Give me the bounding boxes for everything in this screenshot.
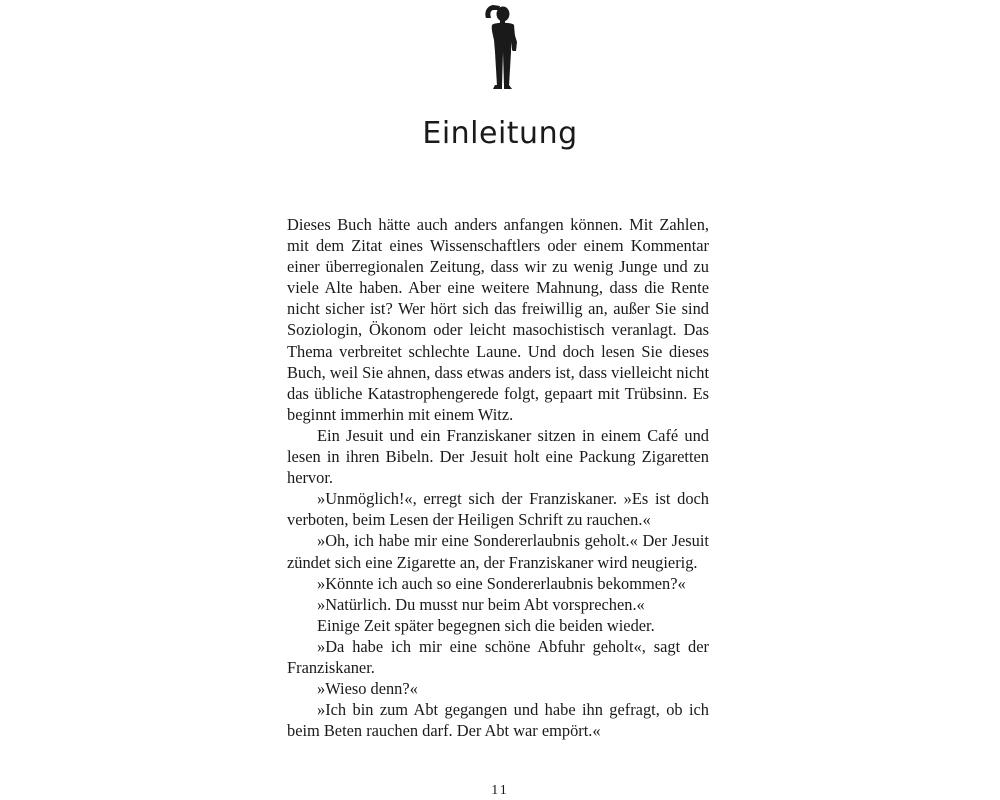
paragraph-dialogue: »Da habe ich mir eine schöne Abfuhr geholt«, sagt der Franziskaner. <box>287 636 709 677</box>
paragraph-dialogue: »Wieso denn?« <box>317 679 418 699</box>
paragraph-dialogue: »Unmöglich!«, erregt sich der Franziskaner. »Es ist doch verboten, beim Lesen der Heiligen Schrift zu rauchen.« <box>287 489 709 530</box>
body-text <box>287 214 709 741</box>
person-silhouette-icon <box>478 2 522 90</box>
paragraph-dialogue: »Oh, ich habe mir eine Sondererlaubnis geholt.« Der Jesuit zündet sich eine Zigarette an, der Franziskaner wird neugierig. <box>287 531 709 572</box>
paragraph-dialogue: »Könnte ich auch so eine Sondererlaubnis bekommen?« <box>317 573 686 593</box>
paragraph-joke-start: Ein Jesuit und ein Franziskaner sitzen in einem Café und lesen in ihren Bibeln. Der Jesuit holt eine Packung Zigaretten hervor. <box>287 425 709 488</box>
paragraph-dialogue: »Ich bin zum Abt gegangen und habe ihn gefragt, ob ich beim Beten rauchen darf. Der Abt war empört.« <box>287 700 709 741</box>
paragraph-narration: Einige Zeit später begegnen sich die beiden wieder. <box>317 615 655 635</box>
paragraph-intro: Dieses Buch hätte auch anders anfangen können. Mit Zahlen, mit dem Zitat eines Wissenschaftlers oder einem Kommentar einer überregionalen Zeitung, dass wir zu wenig Junge und zu viele Alte haben. Aber eine weitere Mahnung, dass die Rente nicht sicher ist? Wer hört sich das freiwillig an, außer Sie sind Soziologin, Ökonom oder leicht masochistisch veranlagt. Das Thema verbreitet schlechte Laune. Und doch lesen Sie dieses Buch, weil Sie ahnen, dass etwas anders ist, dass vielleicht nicht das übliche Katastrophengerede folgt, gepaart mit Trübsinn. Es beginnt immerhin mit einem Witz. <box>287 215 709 424</box>
chapter-title: Einleitung <box>422 116 578 151</box>
page-number: 11 <box>491 783 509 798</box>
paragraph-dialogue: »Natürlich. Du musst nur beim Abt vorsprechen.« <box>317 594 645 614</box>
